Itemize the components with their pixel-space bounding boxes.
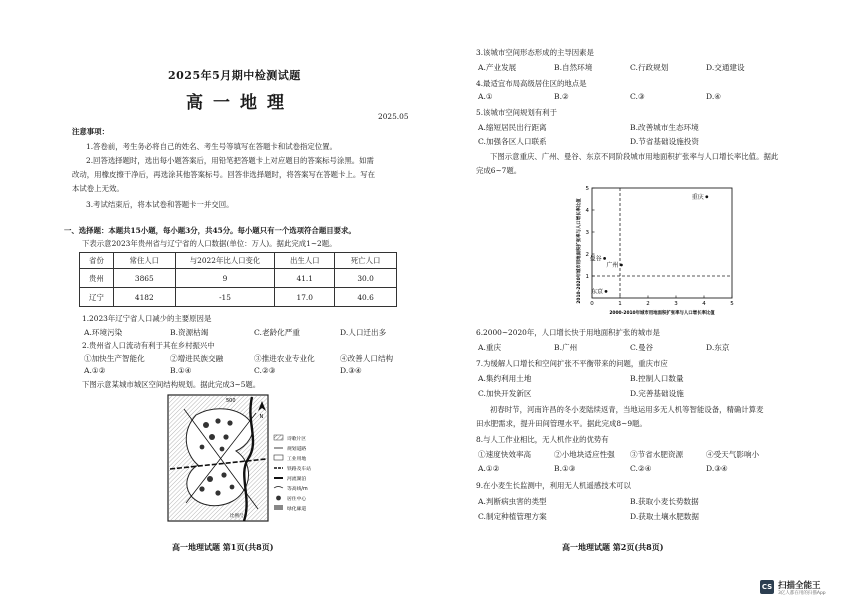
option-a: A.①② [84,366,106,375]
x-tick-label: 0 [590,301,594,307]
scanner-slogan: 3亿人都在用的扫描App [778,591,826,596]
question-3: 3.该城市空间形态形成的主导因素是 [476,48,594,57]
option-c: C.③ [630,92,645,101]
option-d: D.③④ [340,366,362,375]
legend-label: 工业用地 [287,457,307,462]
option-d: D.东京 [706,343,730,352]
option-b: B.自然环境 [554,63,593,72]
question-2: 2.贵州省人口流动有利于其在乡村振兴中 [82,341,215,350]
x-tick-label: 2 [646,301,650,307]
scanner-logo: CS [760,580,774,594]
x-tick-label: 1 [618,301,622,307]
x-tick-label: 4 [702,301,706,307]
option-d: D.完善基础设施 [630,389,684,398]
option-a: A.集约利用土地 [478,374,532,383]
option-d: D.交通建设 [706,63,745,72]
ratio-scatter-chart [542,180,742,320]
question-intro: 完成6~7题。 [476,166,522,175]
page-footer: 高一地理试题 第1页(共8页) [172,542,274,552]
legend-label: 河流湖泊 [287,477,307,482]
option-b: B.获取小麦长势数据 [630,497,699,506]
legend-swatch [274,487,283,489]
option-c: C.加快开发新区 [478,389,532,398]
option-a: A.环境污染 [84,328,123,337]
legend-swatch [274,435,283,440]
table-cell: 贵州 [80,269,114,288]
data-point-label: 广州 [606,262,619,269]
table-cell: 辽宁 [80,288,114,307]
question-6: 6.2000~2020年，人口增长快于用地面积扩张的城市是 [476,328,660,337]
note-line: 改动，用橡皮擦干净后，再选涂其他答案标号。回答非选择题时，将答案写在答题卡上。写在 [72,170,376,179]
data-point-label: 曼谷 [589,255,602,263]
option-d: D.④ [706,92,722,101]
y-tick-label: 3 [585,230,589,236]
question-intro: 下图示意某城市城区空间结构规划。据此完成3~5题。 [82,380,261,389]
population-table [79,252,397,307]
option-b: B.①③ [554,464,576,473]
chart-points [590,193,709,296]
option-a: A.判断病虫害的类型 [478,497,547,506]
legend-swatch [276,496,281,501]
y-axis-label: 2010-2020年城市用地面积扩张率与人口增长率比值 [577,198,582,304]
exam-title: 2025年5月期中检测试题 [168,69,301,82]
statement-3: ③节省水肥资源 [630,450,684,459]
table-header: 与2022年比人口变化 [175,253,275,269]
city-structure-map [166,393,348,525]
scale-label: 比例尺 [230,514,244,519]
y-tick-label: 1 [585,274,589,280]
question-8: 8.与人工作业相比，无人机作业的优势有 [476,435,609,444]
data-point [705,195,708,198]
legend-label: 诗歌片区 [287,437,307,442]
table-cell: 41.1 [275,269,335,288]
x-axis-label: 2000-2010年城市用地面积扩张率与人口增长率比值 [609,311,715,316]
statement-3: ③推进农业专业化 [254,354,315,363]
question-4: 4.最适宜布局高级居住区的地点是 [476,79,587,88]
option-a: A.缩短居民出行距离 [478,123,547,132]
option-c: C.行政规划 [630,63,669,72]
section-heading: 一、选择题：本题共15小题，每小题3分，共45分。每小题只有一个选项符合题目要求。 [64,226,356,235]
y-tick-label: 2 [585,252,589,258]
option-c: C.曼谷 [630,343,654,352]
option-c: C.老龄化严重 [254,328,300,337]
table-cell: 9 [175,269,275,288]
table-cell: 17.0 [275,288,335,307]
contour-label: 500 [226,398,236,404]
option-b: B.①④ [170,366,192,375]
option-a: A.① [478,92,493,101]
table-header: 死亡人口 [335,253,397,269]
data-point-label: 重庆 [691,193,704,201]
scanner-watermark [760,578,850,600]
page-2 [430,0,860,608]
table-row [80,288,397,307]
table-cell: 4182 [113,288,175,307]
table-header: 出生人口 [275,253,335,269]
option-d: D.③④ [706,464,728,473]
table-cell: 40.6 [335,288,397,307]
table-cell: -15 [175,288,275,307]
question-intro: 下图示意重庆、广州、曼谷、东京不同阶段城市用地面积扩张率与人口增长率比值。据此 [490,152,779,161]
data-point [620,264,623,267]
note-line: 1.答卷前，考生务必将自己的姓名、考生号等填写在答题卡和试卷指定位置。 [86,142,337,151]
statement-2: ②增进民族交融 [170,354,224,363]
question-1: 1.2023年辽宁省人口减少的主要原因是 [82,314,212,323]
question-7: 7.为缓解人口增长和空间扩张不平衡带来的问题，重庆市应 [476,359,668,368]
data-point [603,257,606,260]
option-a: A.产业发展 [478,63,517,72]
legend-swatch [274,505,283,510]
question-intro: 下表示意2023年贵州省与辽宁省的人口数据(单位：万人)。据此完成1~2题。 [82,239,337,248]
plot-frame [589,188,732,298]
option-d: D.获取土壤水肥数据 [630,512,699,521]
x-tick-label: 3 [674,301,678,307]
notes-title: 注意事项： [72,127,109,136]
table-header-row [80,253,397,269]
statement-4: ④改善人口结构 [340,354,394,363]
question-intro: 田水肥需求，提升田间管理水平。据此完成8~9题。 [476,419,647,428]
data-point-label: 东京 [590,288,603,296]
legend-swatch [274,455,283,460]
option-b: B.控制人口数量 [630,374,684,383]
note-line: 2.回答选择题时，选出每小题答案后，用铅笔把答题卡上对应题目的答案标号涂黑。如需 [86,156,374,165]
legend-label: 铁路及车站 [287,467,311,472]
table-header: 常住人口 [113,253,175,269]
x-tick-label: 5 [730,301,734,307]
page-footer: 高一地理试题 第2页(共8页) [562,542,664,552]
note-line: 3.考试结束后，将本试卷和答题卡一并交回。 [86,200,234,209]
statement-2: ②小地块适应性强 [554,450,615,459]
y-tick-label: 4 [585,208,589,214]
option-a: A.重庆 [478,343,502,352]
option-c: C.制定种植管理方案 [478,512,547,521]
statement-1: ①加快生产智能化 [84,354,145,363]
option-b: B.改善城市生态环境 [630,123,699,132]
table-cell: 30.0 [335,269,397,288]
table-cell: 3865 [113,269,175,288]
scanner-name: 扫描全能王 [778,581,821,591]
legend-label: 居住中心 [287,497,307,502]
exam-date: 2025.05 [378,112,409,121]
option-b: B.资源枯竭 [170,328,209,337]
y-tick-label: 5 [585,186,589,192]
statement-1: ①速度快效率高 [478,450,532,459]
question-intro: 初春时节，河南许昌的冬小麦陆续返青，当地运用多无人机等智能设备，精确计算麦 [490,405,764,414]
question-9: 9.在小麦生长监测中，利用无人机遥感技术可以 [476,481,631,490]
option-b: B.② [554,92,569,101]
legend-label: 绿化廊道 [287,507,307,512]
option-d: D.人口迁出多 [340,328,387,337]
table-row [80,269,397,288]
option-b: B.广州 [554,343,578,352]
data-point [605,290,608,293]
chart-axes [575,186,734,316]
statement-4: ④受天气影响小 [706,450,760,459]
option-c: C.②③ [254,366,276,375]
question-5: 5.该城市空间规划有利于 [476,108,557,117]
subject-title: 高一地理 [186,93,294,113]
option-d: D.节省基础设施投资 [630,137,699,146]
table-header: 省份 [80,253,114,269]
legend-label: 等高线/m [287,487,308,492]
note-line: 本试卷上无效。 [72,184,124,193]
option-c: C.加强各区人口联系 [478,137,547,146]
north-label: N [259,414,264,420]
option-c: C.②④ [630,464,652,473]
legend-label: 规划道路 [287,447,307,452]
option-a: A.①② [478,464,500,473]
